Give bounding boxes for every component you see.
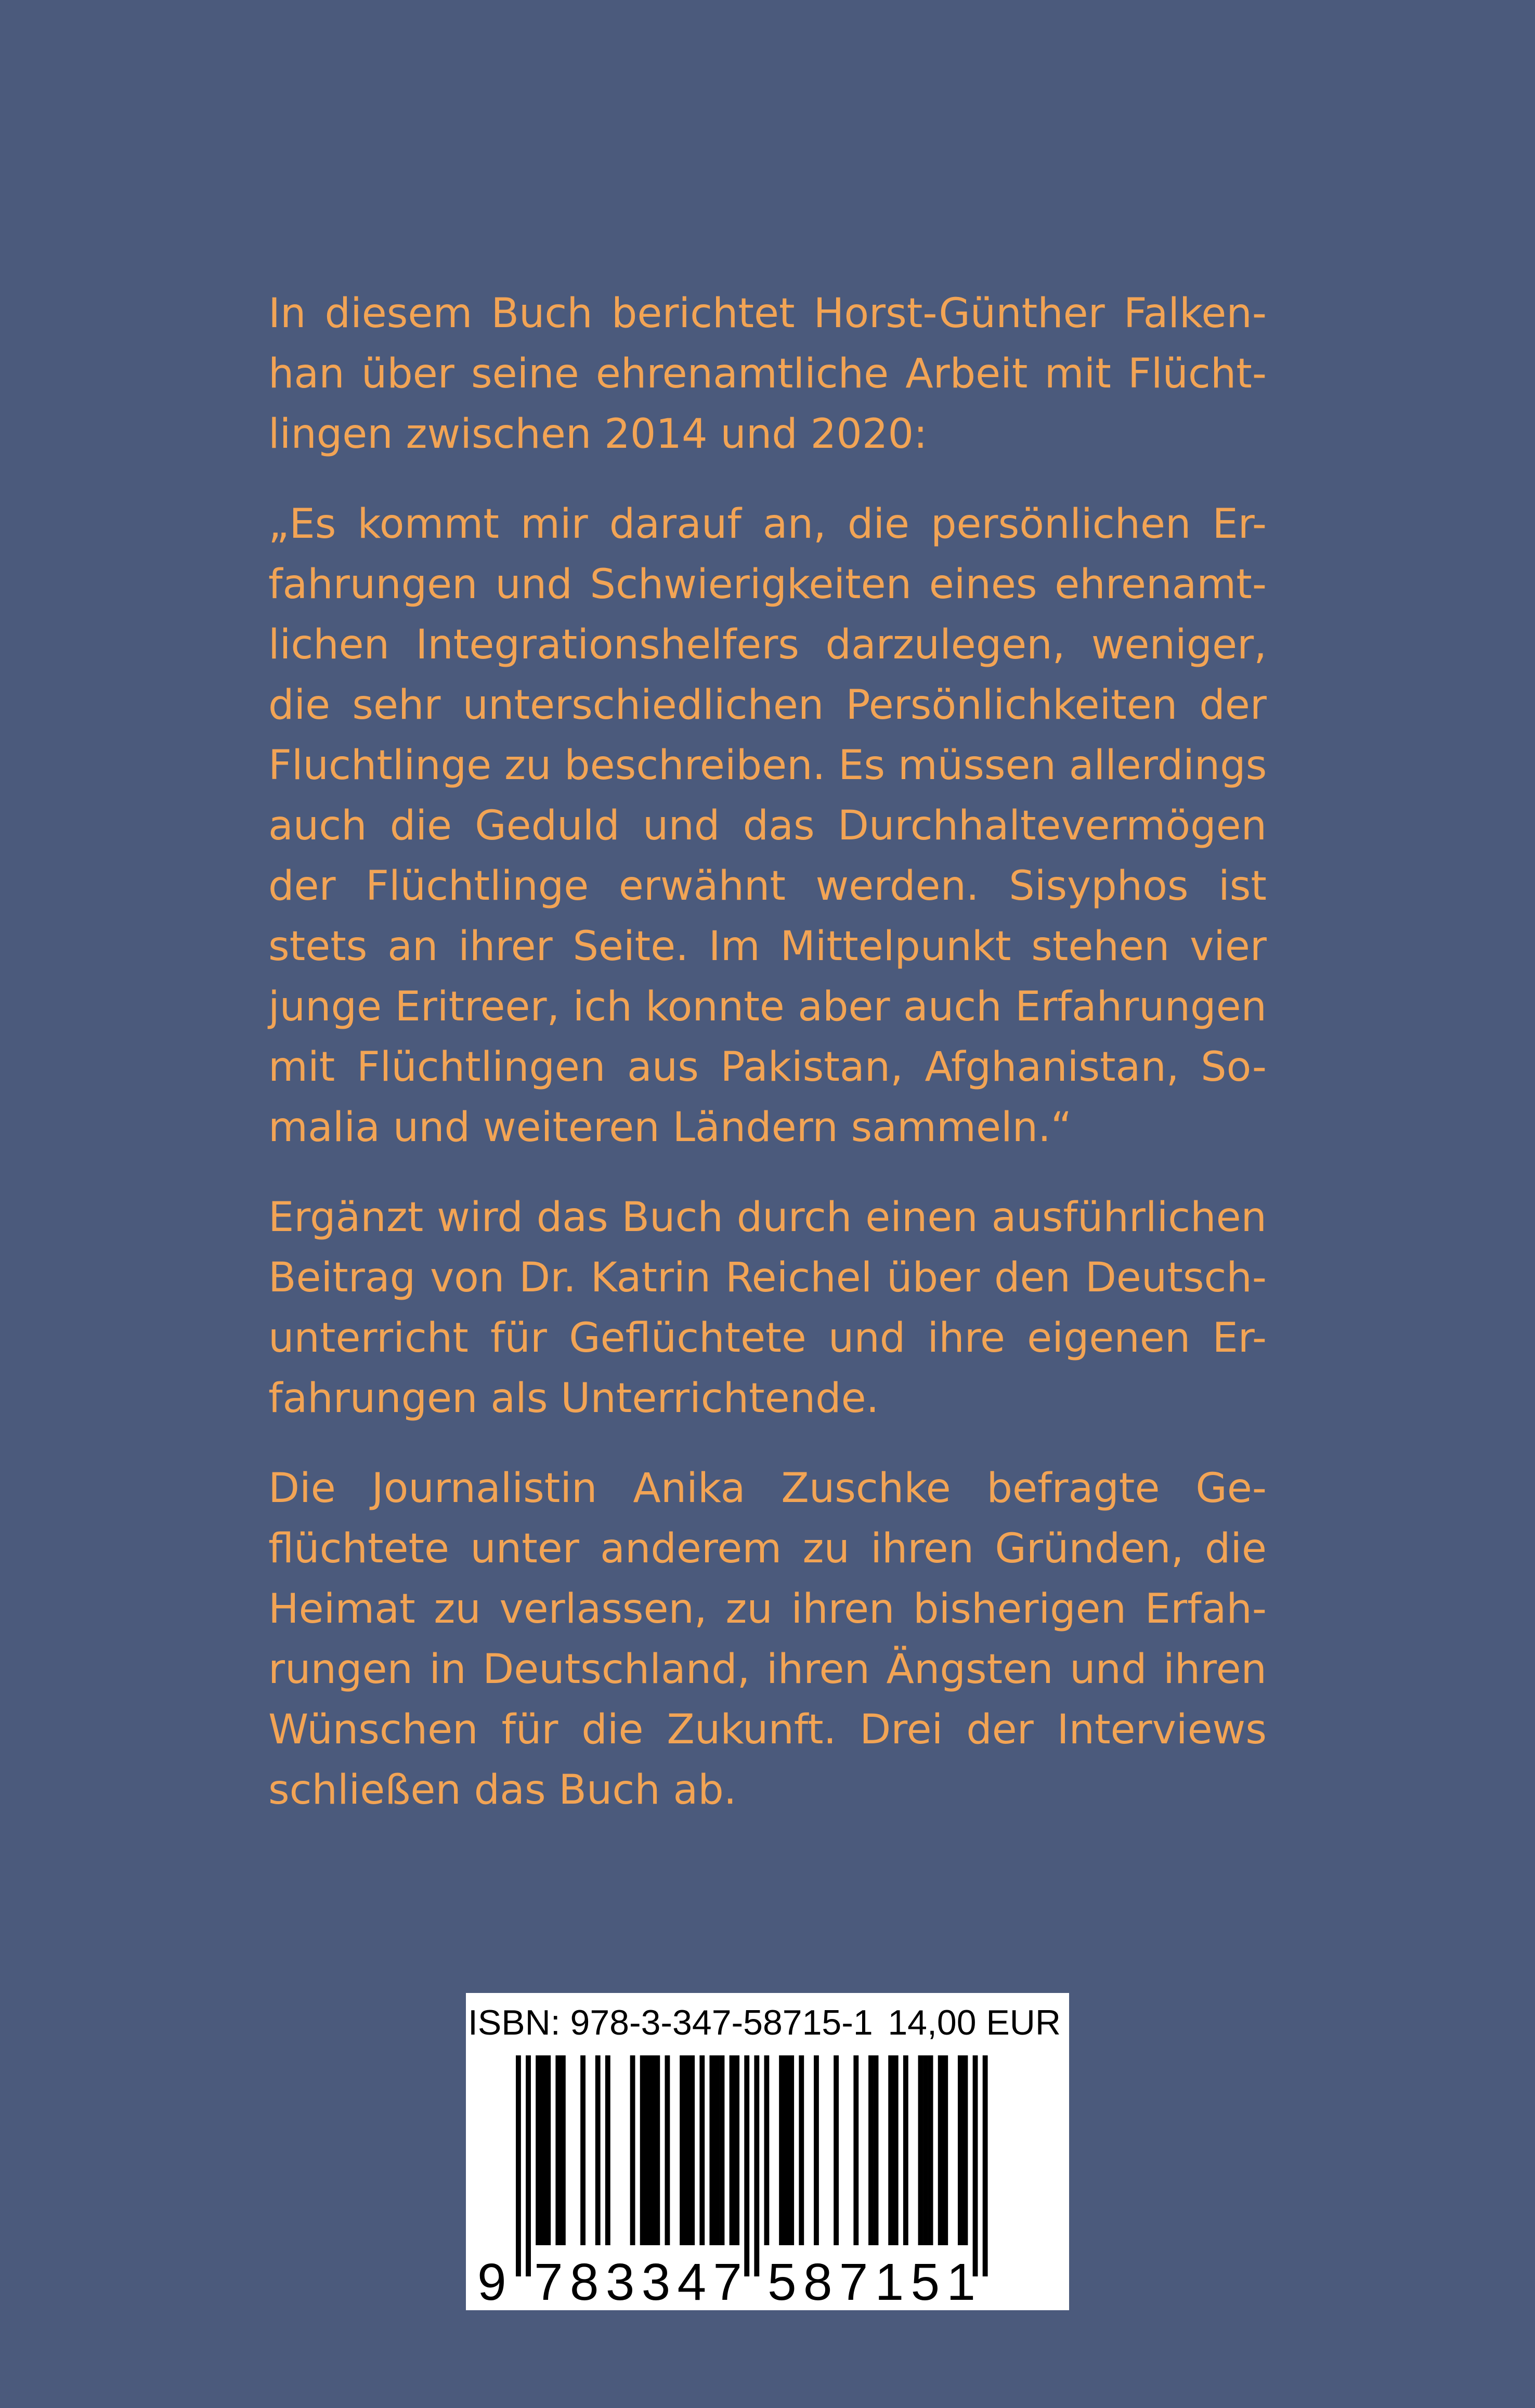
blurb-line: unterricht für Geflüchtete und ihre eigenen Er- [268,1315,1267,1362]
blurb-line: stets an ihrer Seite. Im Mittelpunkt stehen vier [268,923,1267,970]
barcode-bar [799,2055,804,2245]
barcode-bar [690,2055,695,2245]
barcode-bar [714,2055,720,2245]
blurb-line: Fluchtlinge zu beschreiben. Es müssen allerdings [268,742,1267,789]
price: 14,00 EUR [888,2003,1061,2042]
blurb-line: flüchtete unter anderem zu ihren Gründen, die [268,1525,1267,1572]
barcode-bar [561,2055,566,2245]
barcode-bar [764,2055,770,2245]
isbn-line [466,2002,1069,2044]
barcode-bar [853,2055,858,2245]
ean13-barcode [466,2050,1069,2310]
blurb-paragraph [268,494,1267,1158]
barcode-bars [516,2055,988,2276]
blurb-line: der Flüchtlinge erwähnt werden. Sisyphos ist [268,863,1267,910]
barcode-bar [814,2055,819,2245]
barcode-bar [545,2055,551,2245]
barcode-bar [789,2055,794,2245]
isbn-number: ISBN: 978-3-347-58715-1 [468,2003,873,2042]
barcode-bar [605,2055,610,2245]
barcode-bar [888,2055,893,2245]
barcode-bar [918,2055,923,2245]
barcode-bar [665,2055,670,2245]
barcode-digits-right: 587151 [767,2253,975,2310]
blurb-line: Ergänzt wird das Buch durch einen ausführlichen [268,1194,1267,1241]
barcode-bar [645,2055,650,2245]
barcode-bar [680,2055,685,2245]
blurb-line: lingen zwischen 2014 und 2020: [268,411,928,458]
barcode-bar [536,2055,541,2245]
barcode-bar [983,2055,988,2276]
barcode-digits-left: 783347 [534,2253,742,2310]
barcode-bar [655,2055,660,2245]
barcode-bar [958,2055,963,2245]
barcode-bar [730,2055,735,2245]
blurb-paragraph [268,283,1267,464]
barcode-bar [903,2055,908,2245]
blurb-line: fahrungen als Unterrichtende. [268,1375,879,1422]
blurb-line: lichen Integrationshelfers darzulegen, weniger, [268,622,1267,668]
barcode-bar [943,2055,948,2245]
blurb-line: schließen das Buch ab. [268,1767,737,1814]
barcode-bar [685,2055,690,2245]
barcode-bar [720,2055,725,2245]
blurb-line: „Es kommt mir darauf an, die persönlichen Er- [268,501,1267,548]
blurb-line: rungen in Deutschland, ihren Ängsten und ihren [268,1646,1267,1693]
barcode-bar [834,2055,839,2245]
barcode-bar [650,2055,655,2245]
blurb-line: fahrungen und Schwierigkeiten eines ehrenamt- [268,561,1267,608]
barcode-digit-first: 9 [477,2253,506,2310]
barcode-bar [938,2055,943,2245]
barcode-bar [868,2055,874,2245]
blurb-line: junge Eritreer, ich konnte aber auch Erfahrungen [268,983,1267,1030]
barcode-label [466,1993,1069,2310]
blurb-line: auch die Geduld und das Durchhaltevermögen [268,802,1267,849]
barcode-bar [595,2055,601,2245]
barcode-bar [541,2055,546,2245]
barcode-bar [928,2055,933,2245]
barcode-bar [893,2055,899,2245]
blurb-paragraph [268,1187,1267,1429]
barcode-bar [640,2055,645,2245]
blurb-line: han über seine ehrenamtliche Arbeit mit Flücht- [268,351,1267,397]
blurb-line: Wünschen für die Zukunft. Drei der Interviews [268,1706,1267,1753]
barcode-bar [516,2055,521,2276]
barcode-bar [923,2055,928,2245]
barcode-bar [744,2055,749,2276]
barcode-bar [709,2055,714,2245]
blurb-line: In diesem Buch berichtet Horst-Günther Falken- [268,290,1267,337]
barcode-bar [754,2055,759,2276]
barcode-bar [555,2055,561,2245]
blurb-line: mit Flüchtlingen aus Pakistan, Afghanistan, So- [268,1044,1267,1091]
blurb-line: Beitrag von Dr. Katrin Reichel über den Deutsch- [268,1254,1267,1301]
barcode-bar [734,2055,739,2245]
barcode-bar [784,2055,789,2245]
blurb-line: die sehr unterschiedlichen Persönlichkeiten der [268,682,1267,729]
barcode-bar [963,2055,968,2245]
back-cover-blurb [268,283,1267,1850]
barcode-bar [526,2055,531,2276]
blurb-line: Heimat zu verlassen, zu ihren bisherigen Erfah- [268,1586,1267,1633]
blurb-paragraph [268,1458,1267,1820]
barcode-bar [779,2055,784,2245]
blurb-line: malia und weiteren Ländern sammeln.“ [268,1104,1072,1151]
barcode-bar [874,2055,879,2245]
blurb-line: Die Journalistin Anika Zuschke befragte Ge- [268,1465,1267,1512]
barcode-bar [580,2055,586,2245]
barcode-bar [630,2055,635,2245]
barcode-bar [699,2055,705,2245]
barcode-bar [973,2055,978,2276]
